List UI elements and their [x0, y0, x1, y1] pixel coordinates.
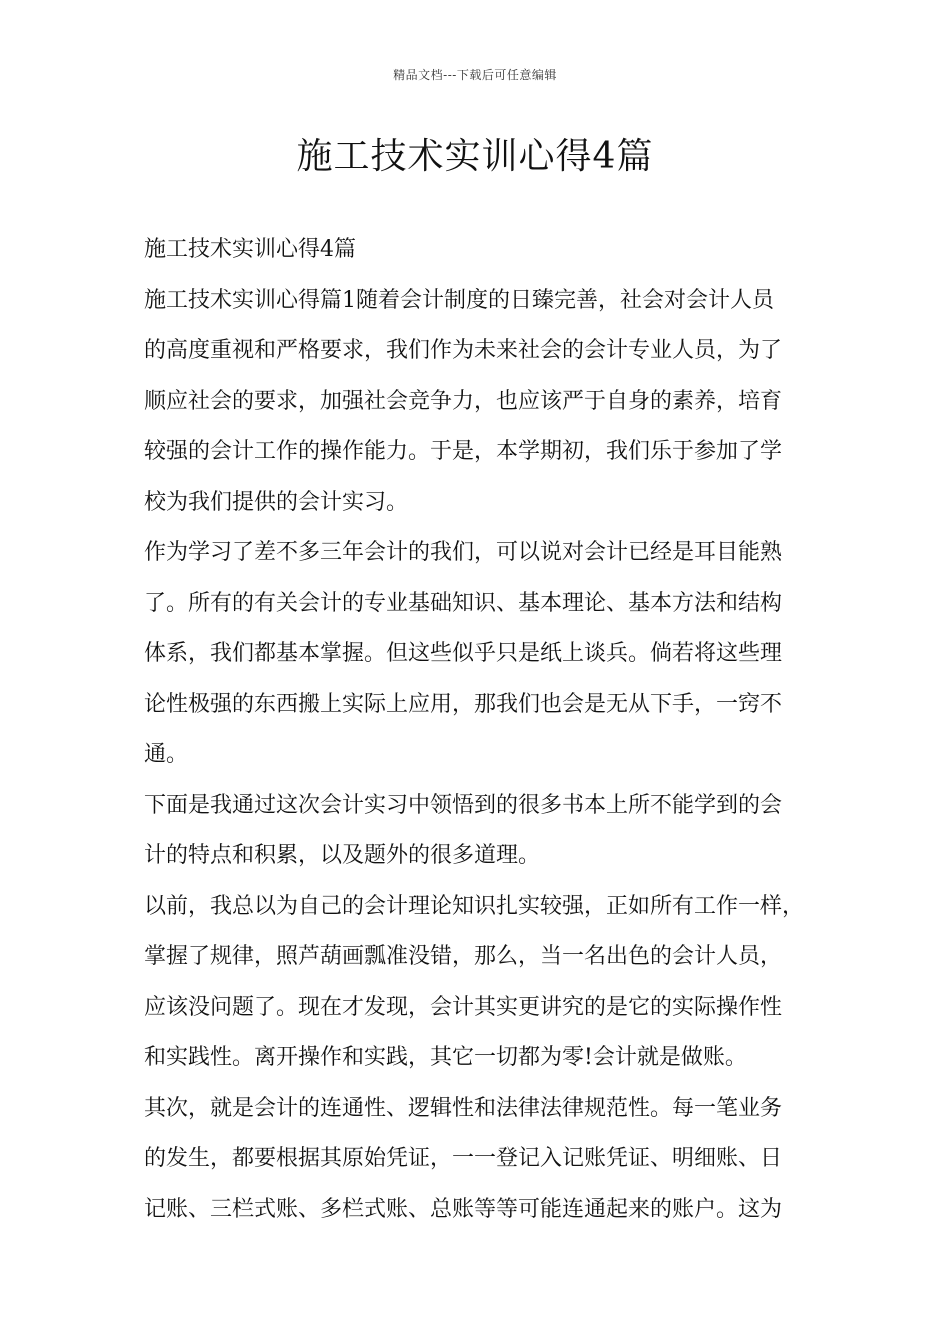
paragraph-line: 施工技术实训心得篇1随着会计制度的日臻完善，社会对会计人员 [144, 287, 774, 313]
paragraph-line: 作为学习了差不多三年会计的我们，可以说对会计已经是耳目能熟 [144, 540, 783, 565]
document-title: 施工技术实训心得4篇 [296, 136, 654, 177]
paragraph-line: 论性极强的东西搬上实际上应用，那我们也会是无从下手，一窍不 [144, 691, 783, 717]
paragraph-line: 校为我们提供的会计实习。 [144, 489, 409, 515]
paragraph-line: 顺应社会的要求，加强社会竞争力，也应该严于自身的素养，培育 [144, 388, 783, 414]
paragraph-line: 计的特点和积累，以及题外的很多道理。 [144, 843, 541, 868]
paragraph-line: 了。所有的有关会计的专业基础知识、基本理论、基本方法和结构 [144, 590, 783, 616]
paragraph-line: 以前，我总以为自己的会计理论知识扎实较强，正如所有工作一样， [144, 893, 805, 919]
paragraph-line: 体系，我们都基本掌握。但这些似乎只是纸上谈兵。倘若将这些理 [144, 641, 783, 666]
paragraph-line: 施工技术实训心得4篇 [144, 237, 356, 262]
paragraph-line: 通。 [144, 742, 189, 767]
paragraph-line: 下面是我通过这次会计实习中领悟到的很多书本上所不能学到的会 [144, 792, 783, 818]
paragraph-line: 的高度重视和严格要求，我们作为未来社会的会计专业人员，为了 [144, 338, 783, 363]
paragraph-line: 和实践性。离开操作和实践，其它一切都为零!会计就是做账。 [144, 1045, 747, 1070]
paragraph-line: 掌握了规律，照芦葫画瓢准没错，那么，当一名出色的会计人员， [144, 944, 783, 969]
paragraph-line: 应该没问题了。现在才发现，会计其实更讲究的是它的实际操作性 [144, 994, 783, 1020]
header-note: 精品文档---下载后可任意编辑 [393, 68, 557, 82]
paragraph-line: 其次，就是会计的连通性、逻辑性和法律法律规范性。每一笔业务 [144, 1095, 783, 1121]
document-body [144, 230, 820, 1240]
paragraph-line: 的发生，都要根据其原始凭证，一一登记入记账凭证、明细账、日 [144, 1146, 783, 1171]
paragraph-line: 记账、三栏式账、多栏式账、总账等等可能连通起来的账户。这为 [144, 1196, 783, 1222]
paragraph-line: 较强的会计工作的操作能力。于是，本学期初，我们乐于参加了学 [144, 439, 783, 464]
